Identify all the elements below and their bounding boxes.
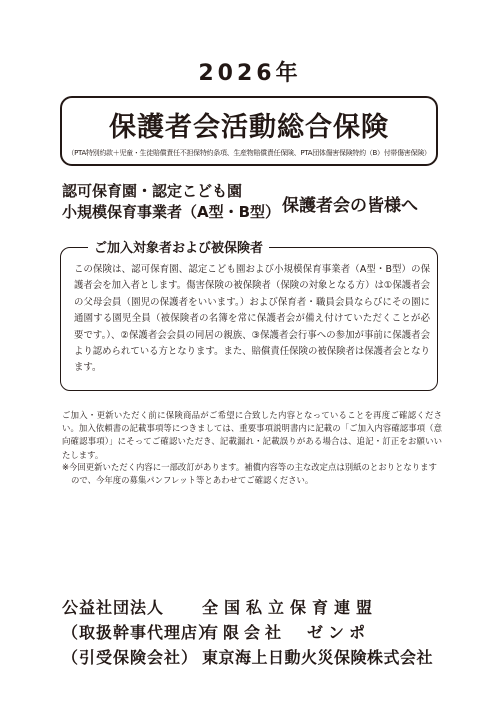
- year-heading: 2026年: [198, 61, 302, 86]
- organization-row-agent: [62, 620, 452, 643]
- audience-line-1: 認可保育園・認定こども園: [62, 182, 243, 200]
- eligibility-heading: ご加入対象者および被保険者: [88, 237, 269, 256]
- organization-name: 東京海上日動火災保険株式会社: [202, 648, 434, 667]
- confirmation-paragraph: ご加入・更新いただく前に保険商品がご希望に合致した内容となっていることを再度ご確認ください。加入依頼書の記載事項等につきましては、重要事項説明書内に記載の「ご加入内容確認事項（意向確認事項）」にそってご確認いただき、記載漏れ・記載誤りがある場合は、追記・訂正をお願いいたします。: [62, 410, 442, 460]
- organization-name: 有限会社 ゼンポ: [202, 623, 371, 642]
- audience-greeting: 保護者会の皆様へ: [282, 196, 418, 216]
- audience-block: [62, 181, 280, 223]
- organization-name: 全国私立保育連盟: [202, 598, 379, 617]
- organization-row-federation: [62, 595, 452, 618]
- document-title: 保護者会活動総合保険: [109, 112, 389, 143]
- organization-role: （引受保険会社）: [62, 648, 199, 667]
- organization-role: （取扱幹事代理店）: [62, 623, 216, 642]
- organization-role: 公益社団法人: [62, 598, 165, 617]
- document-subtitle: （PTA特別約款＋児童・生徒賠償責任不担保特約条項、生産物賠償責任保険、PTA団体傷害保険特約（B）付帯傷害保険）: [67, 149, 431, 157]
- audience-line-2: 小規模保育事業者（A型・B型）: [62, 203, 281, 221]
- eligibility-text: この保険は、認可保育園、認定こども園および小規模保育事業者（A型・B型）の保護者会を加入者とします。傷害保険の被保険者（保険の対象となる方）は①保護者会の父母会員（園児の保護者をいいます。）および保育者・職員会員ならびにその園に通園する園児全員（被保険者の名簿を常に保護者会が備え付けていただくことが必要です。）、②保護者会会員の同居の親族、③保護者会行事への参加が事前に保護者会より認められている方となります。また、賠償責任保険の被保険者は保護者会となります。: [74, 264, 430, 374]
- organization-row-insurer: [62, 645, 452, 668]
- revision-note: ※今回更新いただく内容に一部改訂があります。補償内容等の主な改定点は別紙のとおりとなりますので、今年度の募集パンフレット等とあわせてご確認ください。: [62, 462, 437, 486]
- title-box: [60, 96, 438, 166]
